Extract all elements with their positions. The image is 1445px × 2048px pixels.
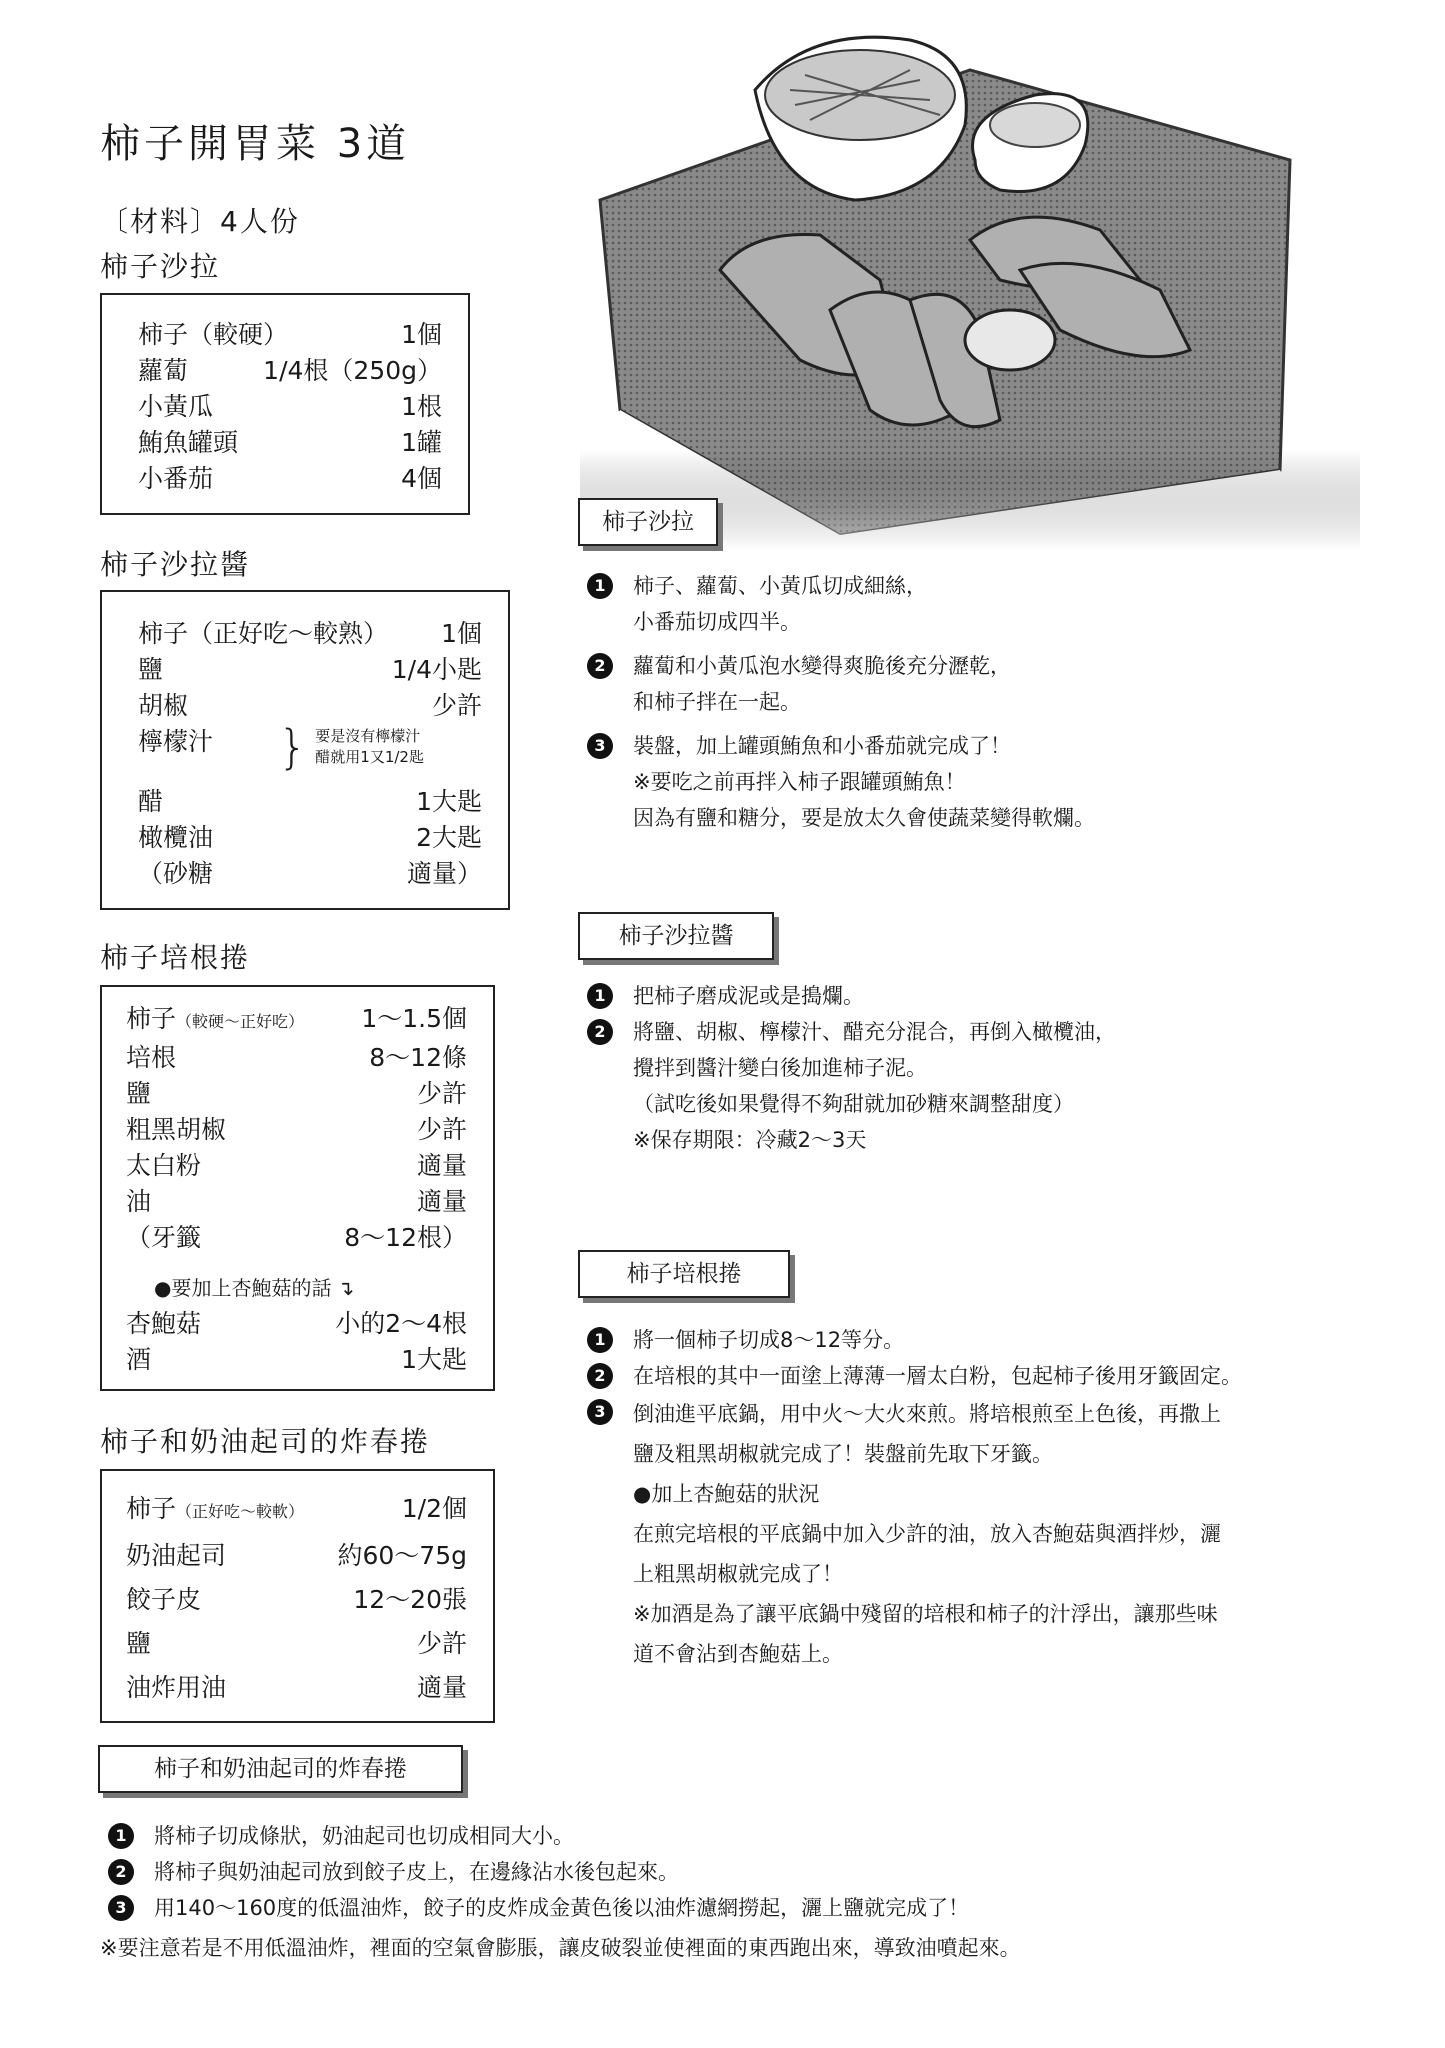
- steps-spring-roll: [108, 1818, 1408, 1926]
- step-number: 2: [587, 1363, 613, 1389]
- ingredient-row: 鹽 1/4小匙: [138, 655, 482, 684]
- ingredient-row: 蘿蔔 1/4根（250g）: [138, 356, 442, 385]
- ingredient-row: （牙籤 8～12根）: [126, 1223, 467, 1252]
- ingredient-row: 小番茄 4個: [138, 464, 442, 493]
- option-label: ●要加上杏鮑菇的話 ↴: [154, 1276, 355, 1300]
- ingredient-row: 柿子（正好吃～較軟） 1/2個: [126, 1494, 467, 1523]
- tag-spring-roll: 柿子和奶油起司的炸春捲: [98, 1745, 463, 1793]
- recipe-name-spring-roll: 柿子和奶油起司的炸春捲: [100, 1425, 431, 1458]
- ingredient-row: 油 適量: [126, 1187, 467, 1216]
- ingredient-row: 柿子（較硬～正好吃） 1～1.5個: [126, 1004, 467, 1033]
- recipe-name-bacon-roll: 柿子培根捲: [100, 941, 251, 974]
- ingredient-row: 鹽 少許: [126, 1629, 467, 1658]
- step: 1 將柿子切成條狀，奶油起司也切成相同大小。: [108, 1818, 1408, 1854]
- step: 1 柿子、蘿蔔、小黃瓜切成細絲， 小番茄切成四半。: [587, 568, 1367, 640]
- ingredient-box-salad: [100, 293, 470, 515]
- step: 3 裝盤，加上罐頭鮪魚和小番茄就完成了！ ※要吃之前再拌入柿子跟罐頭鮪魚！ 因為有鹽和糖分，要是放太久會使蔬菜變得軟爛。: [587, 728, 1367, 836]
- ingredient-box-dressing: [100, 590, 510, 910]
- food-illustration: [580, 30, 1360, 550]
- ingredient-row: 鮪魚罐頭 1罐: [138, 428, 442, 457]
- materials-label: 〔材料〕4人份: [100, 205, 300, 238]
- ingredient-box-bacon-roll: [100, 985, 495, 1391]
- brace: }: [278, 720, 308, 774]
- ingredient-row: 柿子（較硬） 1個: [138, 320, 442, 349]
- ingredient-row: 小黃瓜 1根: [138, 392, 442, 421]
- arrow-down-icon: ↴: [337, 1276, 355, 1300]
- ingredient-row: 橄欖油 2大匙: [138, 823, 482, 852]
- step: 1 把柿子磨成泥或是搗爛。: [587, 978, 1367, 1014]
- step-number: 3: [587, 1399, 613, 1425]
- ingredient-row: 奶油起司 約60～75g: [126, 1541, 467, 1570]
- recipe-name-salad: 柿子沙拉: [100, 250, 221, 283]
- ingredient-row: 鹽 少許: [126, 1079, 467, 1108]
- ingredient-row: 柿子（正好吃～較熟） 1個: [138, 619, 482, 648]
- ingredient-row: 胡椒 少許: [138, 691, 482, 720]
- steps-dressing: [587, 978, 1367, 1158]
- ingredient-row: 太白粉 適量: [126, 1151, 467, 1180]
- step-number: 1: [587, 983, 613, 1009]
- ingredient-box-spring-roll: [100, 1469, 495, 1723]
- step-number: 3: [108, 1895, 134, 1921]
- step-number: 1: [108, 1823, 134, 1849]
- footnote: ※要注意若是不用低溫油炸，裡面的空氣會膨脹，讓皮破裂並使裡面的東西跑出來，導致油噴起來。: [100, 1936, 1021, 1960]
- step-number: 2: [108, 1859, 134, 1885]
- tag-salad: 柿子沙拉: [578, 498, 718, 546]
- steps-salad: [587, 568, 1367, 836]
- ingredient-row: 粗黑胡椒 少許: [126, 1115, 467, 1144]
- tag-bacon-roll: 柿子培根捲: [578, 1250, 790, 1298]
- tag-dressing: 柿子沙拉醬: [578, 912, 774, 960]
- ingredient-row: 醋 1大匙: [138, 787, 482, 816]
- ingredient-row: 培根 8～12條: [126, 1043, 467, 1072]
- persimmon-slice: [965, 310, 1055, 370]
- step: 2 將柿子與奶油起司放到餃子皮上，在邊緣沾水後包起來。: [108, 1854, 1408, 1890]
- step: 3 倒油進平底鍋，用中火～大火來煎。將培根煎至上色後，再撒上 鹽及粗黑胡椒就完成了！裝盤前先取下牙籤。 ●加上杏鮑菇的狀況 在煎完培根的平底鍋中加入少許的油，放入杏鮑菇與酒拌炒，灑 上粗黑胡椒就完成了！ ※加酒是為了讓平底鍋中殘留的培根和柿子的汁浮出，讓那些味 道不會沾到杏鮑菇上。: [587, 1394, 1407, 1674]
- step-number: 2: [587, 653, 613, 679]
- ingredient-row: 杏鮑菇 小的2～4根: [126, 1309, 467, 1338]
- recipe-name-dressing: 柿子沙拉醬: [100, 548, 251, 581]
- page-title: 柿子開胃菜 3道: [100, 121, 411, 167]
- ingredient-row-with-note: 檸檬汁 } 要是沒有檸檬汁 醋就用1又1/2匙: [138, 720, 424, 774]
- step: 1 將一個柿子切成8～12等分。: [587, 1322, 1407, 1358]
- ingredient-row: 酒 1大匙: [126, 1345, 467, 1374]
- ingredient-row: 餃子皮 12～20張: [126, 1585, 467, 1614]
- step-number: 2: [587, 1019, 613, 1045]
- step: 2 蘿蔔和小黃瓜泡水變得爽脆後充分瀝乾， 和柿子拌在一起。: [587, 648, 1367, 720]
- ingredient-row: 油炸用油 適量: [126, 1673, 467, 1702]
- step-number: 1: [587, 1327, 613, 1353]
- step-number: 3: [587, 733, 613, 759]
- ingredient-row: （砂糖 適量）: [138, 859, 482, 888]
- step: 3 用140～160度的低溫油炸，餃子的皮炸成金黃色後以油炸濾網撈起，灑上鹽就完成了！: [108, 1890, 1408, 1926]
- steps-bacon-roll: [587, 1322, 1407, 1674]
- step: 2 在培根的其中一面塗上薄薄一層太白粉，包起柿子後用牙籤固定。: [587, 1358, 1407, 1394]
- step: 2 將鹽、胡椒、檸檬汁、醋充分混合，再倒入橄欖油， 攪拌到醬汁變白後加進柿子泥。 （試吃後如果覺得不夠甜就加砂糖來調整甜度） ※保存期限：冷藏2～3天: [587, 1014, 1367, 1158]
- step-number: 1: [587, 573, 613, 599]
